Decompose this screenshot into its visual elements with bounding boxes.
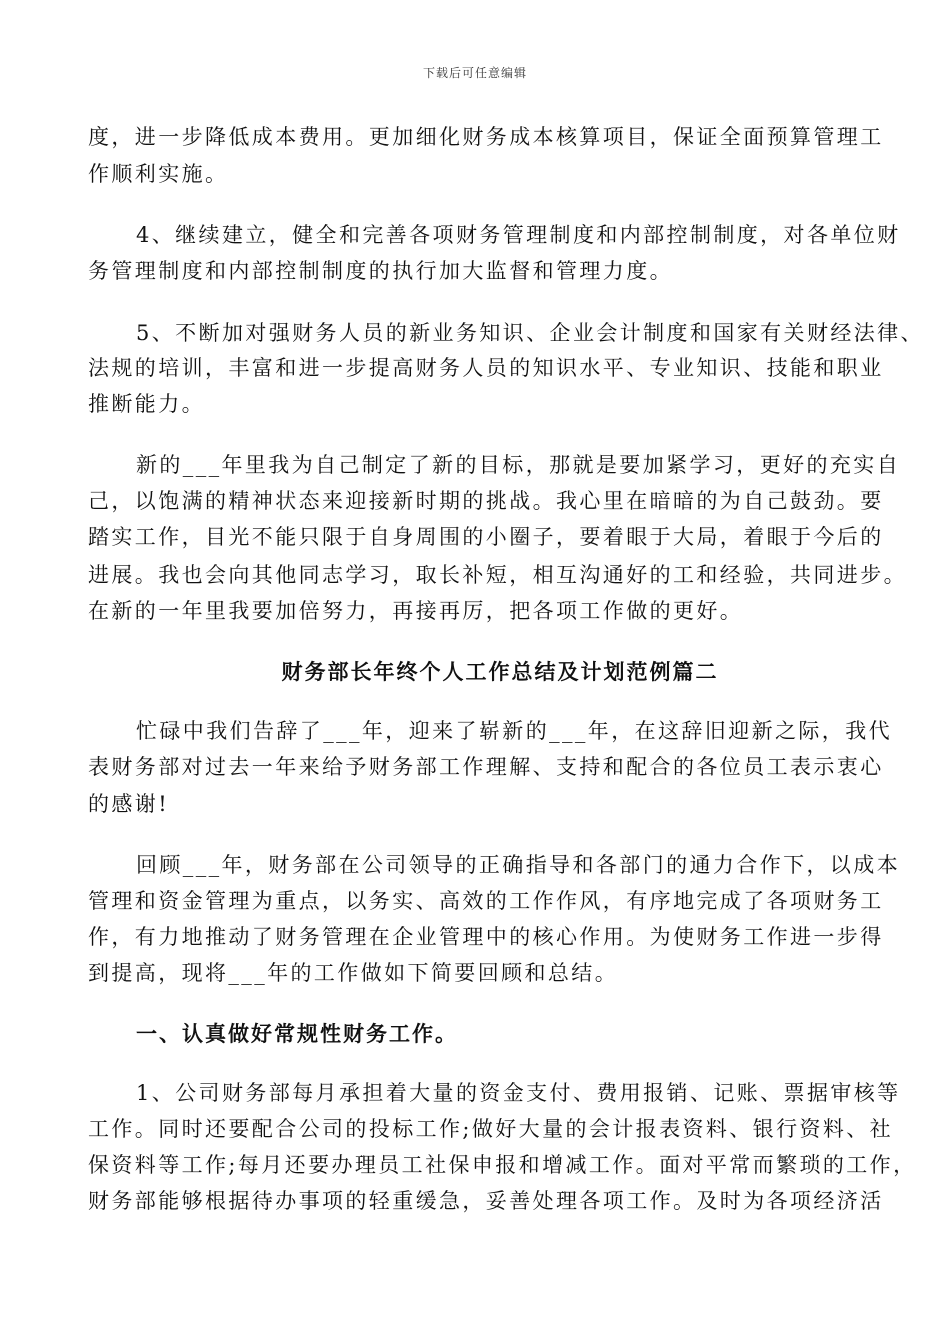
paragraph-line: 工作。同时还要配合公司的投标工作;做好大量的会计报表资料、银行资料、社 <box>88 1117 894 1141</box>
paragraph-line: 作顺利实施。 <box>88 162 229 186</box>
paragraph-line: 保资料等工作;每月还要办理员工社保申报和增减工作。面对平常而繁琐的工作， <box>88 1153 917 1177</box>
paragraph-line: 在新的一年里我要加倍努力，再接再厉，把各项工作做的更好。 <box>88 599 744 623</box>
paragraph-line: 管理和资金管理为重点，以务实、高效的工作作风，有序地完成了各项财务工 <box>88 889 884 913</box>
paragraph-line: 4、继续建立，健全和完善各项财务管理制度和内部控制制度，对各单位财 <box>136 223 901 247</box>
paragraph-line: 踏实工作，目光不能只限于自身周围的小圈子，要着眼于大局，着眼于今后的 <box>88 525 884 549</box>
paragraph-line: 作，有力地推动了财务管理在企业管理中的核心作用。为使财务工作进一步得 <box>88 925 884 949</box>
paragraph-line: 己，以饱满的精神状态来迎接新时期的挑战。我心里在暗暗的为自己鼓劲。要 <box>88 489 884 513</box>
page-header-note: 下载后可任意编辑 <box>422 66 527 80</box>
paragraph-line: 忙碌中我们告辞了___年，迎来了崭新的___年，在这辞旧迎新之际，我代 <box>136 719 892 743</box>
paragraph-line: 到提高，现将___年的工作做如下简要回顾和总结。 <box>88 961 619 985</box>
paragraph-line: 进展。我也会向其他同志学习，取长补短，相互沟通好的工和经验，共同进步。 <box>88 563 907 587</box>
paragraph-line: 新的___年里我为自己制定了新的目标，那就是要加紧学习，更好的充实自 <box>136 453 901 477</box>
paragraph-line: 的感谢! <box>88 792 170 816</box>
paragraph-line: 推断能力。 <box>88 392 205 416</box>
paragraph-line: 1、公司财务部每月承担着大量的资金支付、费用报销、记账、票据审核等 <box>136 1081 901 1105</box>
section-title: 财务部长年终个人工作总结及计划范例篇二 <box>281 659 719 684</box>
paragraph-line: 回顾___年，财务部在公司领导的正确指导和各部门的通力合作下，以成本 <box>136 853 901 877</box>
paragraph-line: 度，进一步降低成本费用。更加细化财务成本核算项目，保证全面预算管理工 <box>88 125 884 149</box>
paragraph-line: 法规的培训，丰富和进一步提高财务人员的知识水平、专业知识、技能和职业 <box>88 356 884 380</box>
paragraph-line: 5、不断加对强财务人员的新业务知识、企业会计制度和国家有关财经法律、 <box>136 321 924 345</box>
section-heading: 一、认真做好常规性财务工作。 <box>136 1021 458 1046</box>
paragraph-line: 表财务部对过去一年来给予财务部工作理解、支持和配合的各位员工表示衷心 <box>88 755 884 779</box>
paragraph-line: 务管理制度和内部控制制度的执行加大监督和管理力度。 <box>88 259 673 283</box>
paragraph-line: 财务部能够根据待办事项的轻重缓急，妥善处理各项工作。及时为各项经济活 <box>88 1189 884 1213</box>
